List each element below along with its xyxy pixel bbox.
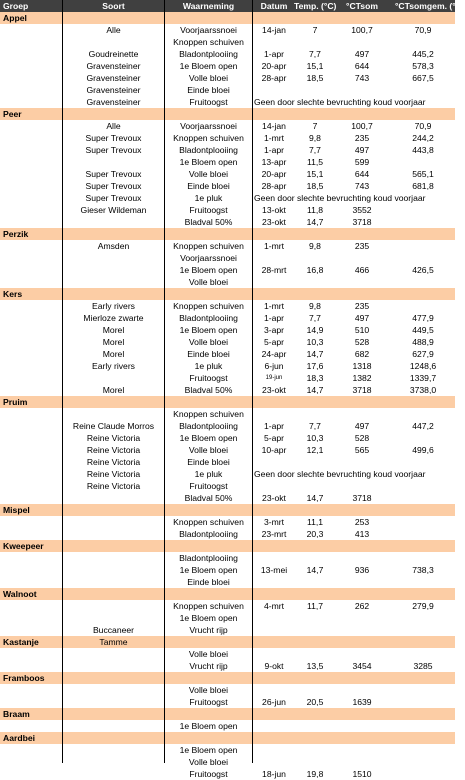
table-row — [0, 60, 455, 72]
table-row — [0, 180, 455, 192]
cell-waarneming: Volle bloei — [188, 169, 229, 179]
table-row — [0, 324, 455, 336]
cell-waarneming: 1e Bloem open — [179, 745, 238, 755]
cell-datum: 23-okt — [262, 217, 286, 227]
cell-datum: 9-okt — [264, 661, 284, 671]
cell-waarneming: Vrucht rijp — [189, 625, 228, 635]
cell-soort: Reine Victoria — [86, 445, 141, 455]
cell-ctsomgem: 488,9 — [412, 337, 434, 347]
cell-ctsomgem: 426,5 — [412, 265, 434, 275]
cell-datum: 28-apr — [261, 73, 287, 83]
table-row — [0, 216, 455, 228]
column-divider-groep — [62, 0, 63, 763]
cell-temp: 18,5 — [306, 73, 324, 83]
table-row — [0, 516, 455, 528]
cell-soort: Early rivers — [92, 301, 135, 311]
cell-soort: Morel — [102, 349, 125, 359]
column-divider-waarneming — [252, 0, 253, 763]
cell-ctsom: 1639 — [352, 697, 372, 707]
cell-temp: 18,3 — [306, 373, 324, 383]
cell-waarneming: Bladval 50% — [184, 217, 233, 227]
table-row — [0, 528, 455, 540]
cell-waarneming: Knoppen schuiven — [173, 301, 244, 311]
cell-waarneming: 1e pluk — [194, 361, 223, 371]
cell-temp: 7 — [312, 25, 318, 35]
cell-ctsom: 497 — [354, 49, 370, 59]
cell-temp: 11,8 — [306, 205, 324, 215]
table-row — [0, 756, 455, 768]
group-row — [0, 672, 455, 684]
cell-ctsom: 235 — [354, 301, 370, 311]
cell-waarneming: Bladontplooiing — [179, 529, 238, 539]
cell-waarneming: Bladontplooiing — [179, 553, 238, 563]
table-row — [0, 204, 455, 216]
cell-ctsom: 644 — [354, 169, 370, 179]
cell-waarneming: Vrucht rijp — [189, 661, 228, 671]
cell-datum: 5-apr — [263, 433, 285, 443]
cell-datum: 1-mrt — [263, 241, 285, 251]
cell-temp: 14,7 — [306, 385, 324, 395]
cell-ctsom: 743 — [354, 181, 370, 191]
cell-ctsom: 3454 — [352, 661, 372, 671]
header-soort: Soort — [102, 1, 125, 11]
table-row — [0, 612, 455, 624]
table-row — [0, 168, 455, 180]
group-row — [0, 732, 455, 744]
cell-waarneming: Bladontplooiing — [179, 49, 238, 59]
cell-temp: 9,8 — [309, 301, 321, 311]
cell-datum: 20-apr — [261, 61, 287, 71]
cell-datum: 18-jun — [262, 769, 286, 779]
cell-ctsom: 1382 — [352, 373, 372, 383]
cell-soort: Mierloze zwarte — [83, 313, 144, 323]
cell-soort: Gravensteiner — [86, 97, 141, 107]
cell-waarneming: 1e Bloem open — [179, 565, 238, 575]
cell-datum: 28-mrt — [261, 265, 287, 275]
group-label: Kers — [3, 289, 23, 299]
table-row — [0, 348, 455, 360]
cell-temp: 7,7 — [309, 145, 321, 155]
cell-ctsomgem: 681,8 — [412, 181, 434, 191]
table-row — [0, 252, 455, 264]
cell-ctsom: 466 — [354, 265, 370, 275]
table-row — [0, 420, 455, 432]
cell-waarneming: 1e Bloem open — [179, 433, 238, 443]
cell-ctsom: 262 — [354, 601, 370, 611]
cell-waarneming: Knoppen schuiven — [173, 133, 244, 143]
cell-temp: 7,7 — [309, 421, 321, 431]
cell-datum: 23-okt — [262, 385, 286, 395]
cell-temp: 14,7 — [306, 217, 324, 227]
group-label: Kweepeer — [3, 541, 44, 551]
table-row — [0, 84, 455, 96]
cell-ctsom: 528 — [354, 337, 370, 347]
table-row — [0, 120, 455, 132]
cell-datum: 10-apr — [261, 445, 287, 455]
header-waarneming: Waarneming — [182, 1, 235, 11]
cell-temp: 14,7 — [306, 493, 324, 503]
cell-ctsom: 235 — [354, 133, 370, 143]
cell-soort: Gravensteiner — [86, 61, 141, 71]
cell-datum: 1-apr — [263, 49, 285, 59]
table-row — [0, 72, 455, 84]
cell-temp: 11,1 — [306, 517, 324, 527]
table-row — [0, 312, 455, 324]
cell-datum: 5-apr — [263, 337, 285, 347]
cell-temp: 11,7 — [306, 601, 324, 611]
cell-temp: 15,1 — [306, 61, 324, 71]
cell-temp: 19,8 — [306, 769, 324, 779]
cell-ctsom: 1510 — [352, 769, 372, 779]
group-row — [0, 396, 455, 408]
cell-datum: 13-mei — [260, 565, 288, 575]
cell-soort: Reine Victoria — [86, 481, 141, 491]
cell-temp: 18,5 — [306, 181, 324, 191]
cell-ctsom: 100,7 — [351, 121, 373, 131]
group-row — [0, 12, 455, 24]
cell-ctsom: 497 — [354, 145, 370, 155]
group-row — [0, 504, 455, 516]
cell-ctsom: 100,7 — [351, 25, 373, 35]
header-ctsom: °CTsom — [346, 1, 378, 11]
cell-soort: Reine Victoria — [86, 469, 141, 479]
cell-waarneming: 1e Bloem open — [179, 157, 238, 167]
header-temp: Temp. (°C) — [294, 1, 337, 11]
cell-waarneming: Volle bloei — [188, 277, 229, 287]
cell-ctsom: 644 — [354, 61, 370, 71]
cell-datum: 20-apr — [261, 169, 287, 179]
cell-waarneming: Einde bloei — [187, 577, 230, 587]
cell-ctsom: 497 — [354, 313, 370, 323]
cell-soort: Super Trevoux — [85, 181, 142, 191]
cell-waarneming: Bladontplooiing — [179, 313, 238, 323]
cell-waarneming: 1e Bloem open — [179, 265, 238, 275]
group-row — [0, 108, 455, 120]
cell-waarneming: Voorjaarssnoei — [180, 253, 237, 263]
cell-datum: 23-mrt — [261, 529, 287, 539]
header-datum: Datum — [260, 1, 288, 11]
cell-datum: 13-apr — [261, 157, 287, 167]
cell-waarneming: Einde bloei — [187, 181, 230, 191]
cell-waarneming: Fruitoogst — [189, 769, 228, 779]
cell-soort: Alle — [106, 25, 121, 35]
cell-temp: 9,8 — [309, 241, 321, 251]
cell-ctsomgem: 70,9 — [414, 121, 432, 131]
group-label: Perzik — [3, 229, 29, 239]
table-row — [0, 264, 455, 276]
cell-ctsomgem: 627,9 — [412, 349, 434, 359]
cell-ctsomgem: 1248,6 — [409, 361, 437, 371]
cell-waarneming: Knoppen schuiven — [173, 241, 244, 251]
table-row — [0, 96, 455, 108]
cell-temp: 7 — [312, 121, 318, 131]
table-row — [0, 360, 455, 372]
table-row — [0, 444, 455, 456]
cell-soort: Morel — [102, 385, 125, 395]
table-row — [0, 600, 455, 612]
cell-ctsom: 3718 — [352, 217, 372, 227]
cell-datum: 23-okt — [262, 493, 286, 503]
cell-waarneming: Fruitoogst — [189, 373, 228, 383]
table-row — [0, 576, 455, 588]
group-label: Appel — [3, 13, 27, 23]
cell-ctsom: 3718 — [352, 493, 372, 503]
cell-ctsom: 682 — [354, 349, 370, 359]
table-row — [0, 300, 455, 312]
cell-waarneming: 1e pluk — [194, 193, 223, 203]
cell-note: Geen door slechte bevruchting koud voorjaar — [254, 469, 426, 479]
cell-soort: Alle — [106, 121, 121, 131]
cell-note: Geen door slechte bevruchting koud voorjaar — [254, 193, 426, 203]
cell-ctsom: 253 — [354, 517, 370, 527]
cell-ctsomgem: 1339,7 — [409, 373, 437, 383]
cell-waarneming: Knoppen schuiven — [173, 409, 244, 419]
cell-soort: Gieser Wildeman — [80, 205, 147, 215]
cell-datum: 4-mrt — [263, 601, 285, 611]
table-row — [0, 372, 455, 384]
cell-waarneming: Knoppen schuiven — [173, 517, 244, 527]
cell-temp: 14,9 — [306, 325, 324, 335]
cell-ctsomgem: 3285 — [413, 661, 433, 671]
cell-temp: 15,1 — [306, 169, 324, 179]
group-label: Framboos — [3, 673, 45, 683]
cell-ctsomgem: 477,9 — [412, 313, 434, 323]
group-row — [0, 588, 455, 600]
cell-waarneming: Volle bloei — [188, 685, 229, 695]
cell-temp: 14,7 — [306, 565, 324, 575]
cell-temp: 11,5 — [306, 157, 324, 167]
cell-ctsomgem: 667,5 — [412, 73, 434, 83]
cell-waarneming: 1e Bloem open — [179, 325, 238, 335]
cell-waarneming: 1e Bloem open — [179, 61, 238, 71]
group-row — [0, 636, 455, 648]
cell-datum: 1-mrt — [263, 301, 285, 311]
cell-waarneming: Volle bloei — [188, 445, 229, 455]
table-row — [0, 564, 455, 576]
cell-ctsomgem: 445,2 — [412, 49, 434, 59]
table-row — [0, 240, 455, 252]
cell-waarneming: Fruitoogst — [189, 697, 228, 707]
cell-soort: Gravensteiner — [86, 85, 141, 95]
table-row — [0, 336, 455, 348]
cell-soort: Super Trevoux — [85, 169, 142, 179]
cell-soort: Tamme — [99, 637, 128, 647]
cell-soort: Early rivers — [92, 361, 135, 371]
cell-soort: Super Trevoux — [85, 145, 142, 155]
cell-ctsom: 528 — [354, 433, 370, 443]
cell-temp: 9,8 — [309, 133, 321, 143]
cell-datum: 13-okt — [262, 205, 286, 215]
table-row — [0, 552, 455, 564]
group-label: Braam — [3, 709, 30, 719]
cell-datum: 14-jan — [262, 121, 286, 131]
cell-datum: 1-mrt — [263, 133, 285, 143]
cell-temp: 7,7 — [309, 49, 321, 59]
cell-ctsom: 599 — [354, 157, 370, 167]
group-label: Mispel — [3, 505, 30, 515]
cell-ctsomgem: 449,5 — [412, 325, 434, 335]
header-groep: Groep — [3, 1, 29, 11]
cell-datum: 19-jun — [265, 375, 283, 381]
table-row — [0, 384, 455, 396]
group-label: Walnoot — [3, 589, 37, 599]
cell-ctsom: 3718 — [352, 385, 372, 395]
cell-soort: Super Trevoux — [85, 133, 142, 143]
table-row — [0, 276, 455, 288]
cell-soort: Super Trevoux — [85, 193, 142, 203]
table-row — [0, 24, 455, 36]
cell-soort: Morel — [102, 325, 125, 335]
cell-datum: 24-apr — [261, 349, 287, 359]
table-row — [0, 480, 455, 492]
cell-waarneming: 1e Bloem open — [179, 721, 238, 731]
table-row — [0, 696, 455, 708]
table-row — [0, 468, 455, 480]
cell-datum: 1-apr — [263, 421, 285, 431]
cell-ctsomgem: 499,6 — [412, 445, 434, 455]
cell-waarneming: Volle bloei — [188, 649, 229, 659]
table-row — [0, 432, 455, 444]
cell-temp: 10,3 — [306, 337, 324, 347]
cell-temp: 7,7 — [309, 313, 321, 323]
cell-temp: 20,5 — [306, 697, 324, 707]
table-row — [0, 36, 455, 48]
cell-temp: 10,3 — [306, 433, 324, 443]
cell-waarneming: 1e pluk — [194, 469, 223, 479]
cell-waarneming: Fruitoogst — [189, 97, 228, 107]
cell-ctsom: 936 — [354, 565, 370, 575]
cell-waarneming: Knoppen schuiven — [173, 37, 244, 47]
cell-waarneming: Voorjaarssnoei — [180, 25, 237, 35]
cell-waarneming: Volle bloei — [188, 757, 229, 767]
table-row — [0, 720, 455, 732]
cell-soort: Morel — [102, 337, 125, 347]
cell-waarneming: Volle bloei — [188, 73, 229, 83]
table-row — [0, 456, 455, 468]
cell-waarneming: Knoppen schuiven — [173, 601, 244, 611]
group-label: Kastanje — [3, 637, 39, 647]
cell-soort: Gravensteiner — [86, 73, 141, 83]
cell-note: Geen door slechte bevruchting koud voorjaar — [254, 97, 426, 107]
cell-datum: 6-jun — [264, 361, 284, 371]
cell-ctsom: 565 — [354, 445, 370, 455]
cell-ctsom: 1318 — [352, 361, 372, 371]
table-row — [0, 684, 455, 696]
cell-waarneming: Bladontplooiing — [179, 421, 238, 431]
cell-soort: Reine Victoria — [86, 457, 141, 467]
group-label: Peer — [3, 109, 22, 119]
column-divider-soort — [164, 0, 165, 763]
cell-ctsomgem: 578,3 — [412, 61, 434, 71]
table-row — [0, 768, 455, 780]
cell-waarneming: Voorjaarssnoei — [180, 121, 237, 131]
cell-waarneming: 1e Bloem open — [179, 613, 238, 623]
header-row — [0, 0, 465, 12]
table-row — [0, 192, 455, 204]
cell-ctsomgem: 738,3 — [412, 565, 434, 575]
cell-temp: 16,8 — [306, 265, 324, 275]
cell-temp: 17,6 — [306, 361, 324, 371]
cell-datum: 26-jun — [262, 697, 286, 707]
table-row — [0, 624, 455, 636]
cell-waarneming: Volle bloei — [188, 337, 229, 347]
table-row — [0, 132, 455, 144]
cell-temp: 14,7 — [306, 349, 324, 359]
cell-ctsomgem: 70,9 — [414, 25, 432, 35]
cell-ctsom: 3552 — [352, 205, 372, 215]
group-row — [0, 708, 455, 720]
cell-ctsomgem: 443,8 — [412, 145, 434, 155]
cell-ctsomgem: 244,2 — [412, 133, 434, 143]
group-row — [0, 540, 455, 552]
group-row — [0, 288, 455, 300]
cell-waarneming: Bladval 50% — [184, 493, 233, 503]
cell-datum: 1-apr — [263, 145, 285, 155]
table-row — [0, 48, 455, 60]
cell-ctsom: 413 — [354, 529, 370, 539]
cell-datum: 28-apr — [261, 181, 287, 191]
group-label: Pruim — [3, 397, 28, 407]
table-row — [0, 660, 455, 672]
cell-ctsomgem: 279,9 — [412, 601, 434, 611]
table-row — [0, 744, 455, 756]
cell-waarneming: Bladval 50% — [184, 385, 233, 395]
cell-ctsom: 510 — [354, 325, 370, 335]
group-label: Aardbei — [3, 733, 35, 743]
table-row — [0, 144, 455, 156]
cell-soort: Goudreinette — [88, 49, 139, 59]
cell-soort: Reine Victoria — [86, 433, 141, 443]
cell-temp: 20,3 — [306, 529, 324, 539]
cell-datum: 1-apr — [263, 313, 285, 323]
table-row — [0, 156, 455, 168]
cell-datum: 14-jan — [262, 25, 286, 35]
cell-temp: 12,1 — [306, 445, 324, 455]
cell-waarneming: Fruitoogst — [189, 205, 228, 215]
cell-ctsomgem: 3738,0 — [409, 385, 437, 395]
table-row — [0, 408, 455, 420]
header-ctsomgem: °CTsomgem. (°C) — [395, 1, 465, 11]
cell-ctsom: 743 — [354, 73, 370, 83]
cell-ctsomgem: 447,2 — [412, 421, 434, 431]
cell-ctsom: 497 — [354, 421, 370, 431]
cell-datum: 3-mrt — [263, 517, 285, 527]
cell-ctsomgem: 565,1 — [412, 169, 434, 179]
cell-waarneming: Bladontplooiing — [179, 145, 238, 155]
cell-temp: 13,5 — [306, 661, 324, 671]
cell-soort: Reine Claude Morros — [72, 421, 155, 431]
cell-datum: 3-apr — [263, 325, 285, 335]
cell-soort: Amsden — [97, 241, 130, 251]
group-row — [0, 228, 455, 240]
cell-waarneming: Einde bloei — [187, 457, 230, 467]
cell-waarneming: Fruitoogst — [189, 481, 228, 491]
table-row — [0, 492, 455, 504]
cell-waarneming: Einde bloei — [187, 85, 230, 95]
cell-ctsom: 235 — [354, 241, 370, 251]
table-row — [0, 648, 455, 660]
cell-waarneming: Einde bloei — [187, 349, 230, 359]
cell-soort: Buccaneer — [92, 625, 135, 635]
